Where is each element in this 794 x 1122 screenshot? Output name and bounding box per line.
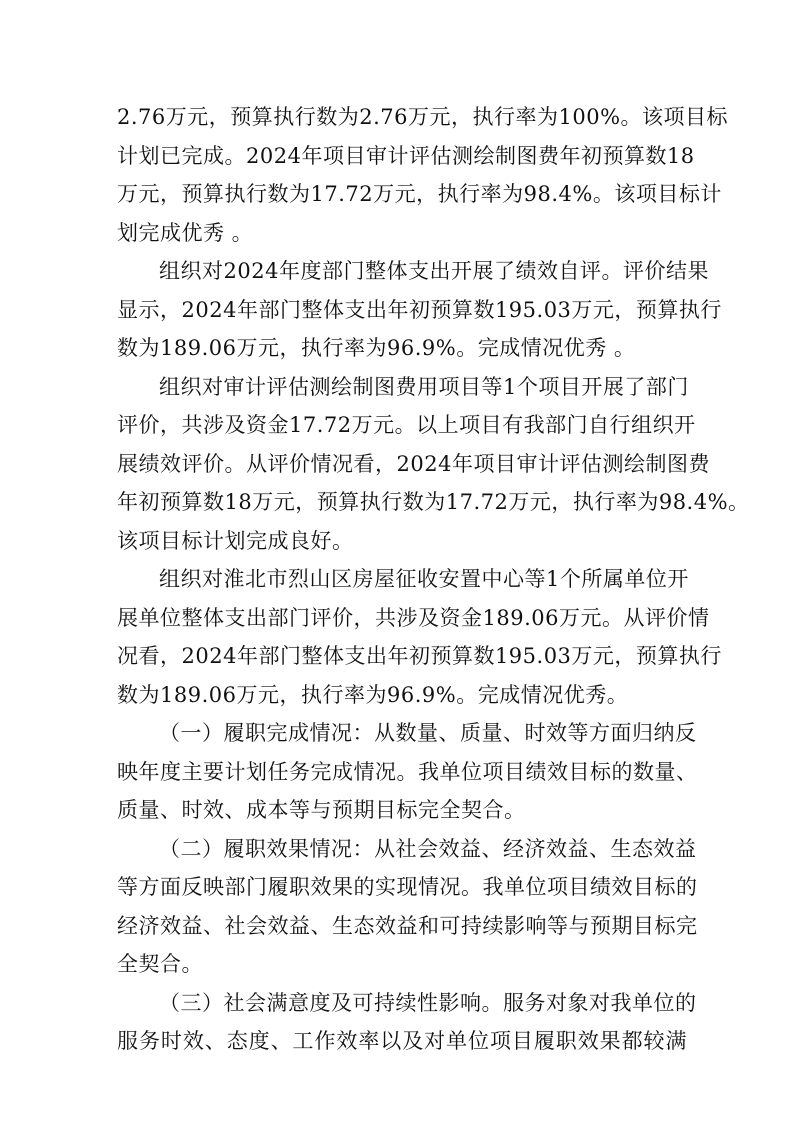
text-line: 数为189.06万元，执行率为96.9%。完成情况优秀。 <box>117 682 629 707</box>
text-line: 质量、时效、成本等与预期目标完全契合。 <box>117 798 526 822</box>
text-line: 年初预算数18万元，预算执行数为17.72万元，执行率为98.4%。 <box>117 490 750 514</box>
text-line: 况看，2024年部门整体支出年初预算数195.03万元，预算执行 <box>117 644 722 668</box>
text-line: 展单位整体支出部门评价，共涉及资金189.06万元。从评价情 <box>117 605 710 630</box>
paragraph-project-evaluation <box>117 368 750 561</box>
text-line: 划完成优秀 。 <box>117 220 254 245</box>
paragraph-self-evaluation <box>117 252 722 368</box>
text-line: 映年度主要计划任务完成情况。我单位项目绩效目标的数量、 <box>117 759 698 784</box>
paragraph-unit-evaluation <box>117 560 722 714</box>
paragraph-duty-effect <box>117 830 698 984</box>
text-line: 展绩效评价。从评价情况看，2024年项目审计评估测绘制图费 <box>117 451 710 476</box>
paragraph-satisfaction <box>117 984 697 1061</box>
text-line: 显示，2024年部门整体支出年初预算数195.03万元，预算执行 <box>117 297 722 322</box>
text-line: 服务时效、态度、工作效率以及对单位项目履职效果都较满 <box>117 1029 687 1053</box>
text-line: （二）履职效果情况：从社会效益、经济效益、生态效益 <box>159 836 697 861</box>
text-line: 全契合。 <box>117 952 203 976</box>
text-line: 组织对2024年度部门整体支出开展了绩效自评。评价结果 <box>159 259 709 283</box>
text-line: 评价，共涉及资金17.72万元。以上项目有我部门自行组织开 <box>117 413 696 437</box>
text-line: 计划已完成。2024年项目审计评估测绘制图费年初预算数18 <box>117 143 695 168</box>
text-line: 2.76万元，预算执行数为2.76万元，执行率为100%。该项目标 <box>117 105 729 129</box>
text-line: 万元，预算执行数为17.72万元，执行率为98.4%。该项目标计 <box>117 182 722 206</box>
text-line: 该项目标计划完成良好。 <box>117 528 354 553</box>
text-line: 等方面反映部门履职效果的实现情况。我单位项目绩效目标的 <box>117 875 698 899</box>
text-line: （一）履职完成情况：从数量、质量、时效等方面归纳反 <box>159 721 697 745</box>
text-line: 经济效益、社会效益、生态效益和可持续影响等与预期目标完 <box>117 913 698 938</box>
text-line: 组织对淮北市烈山区房屋征收安置中心等1个所属单位开 <box>159 567 689 591</box>
document-body <box>117 98 750 1061</box>
paragraph-project-completion <box>117 98 729 252</box>
text-line: （三）社会满意度及可持续性影响。服务对象对我单位的 <box>159 990 697 1015</box>
paragraph-duty-completion <box>117 714 698 830</box>
text-line: 数为189.06万元，执行率为96.9%。完成情况优秀 。 <box>117 336 636 360</box>
text-line: 组织对审计评估测绘制图费用项目等1个项目开展了部门 <box>159 374 689 399</box>
